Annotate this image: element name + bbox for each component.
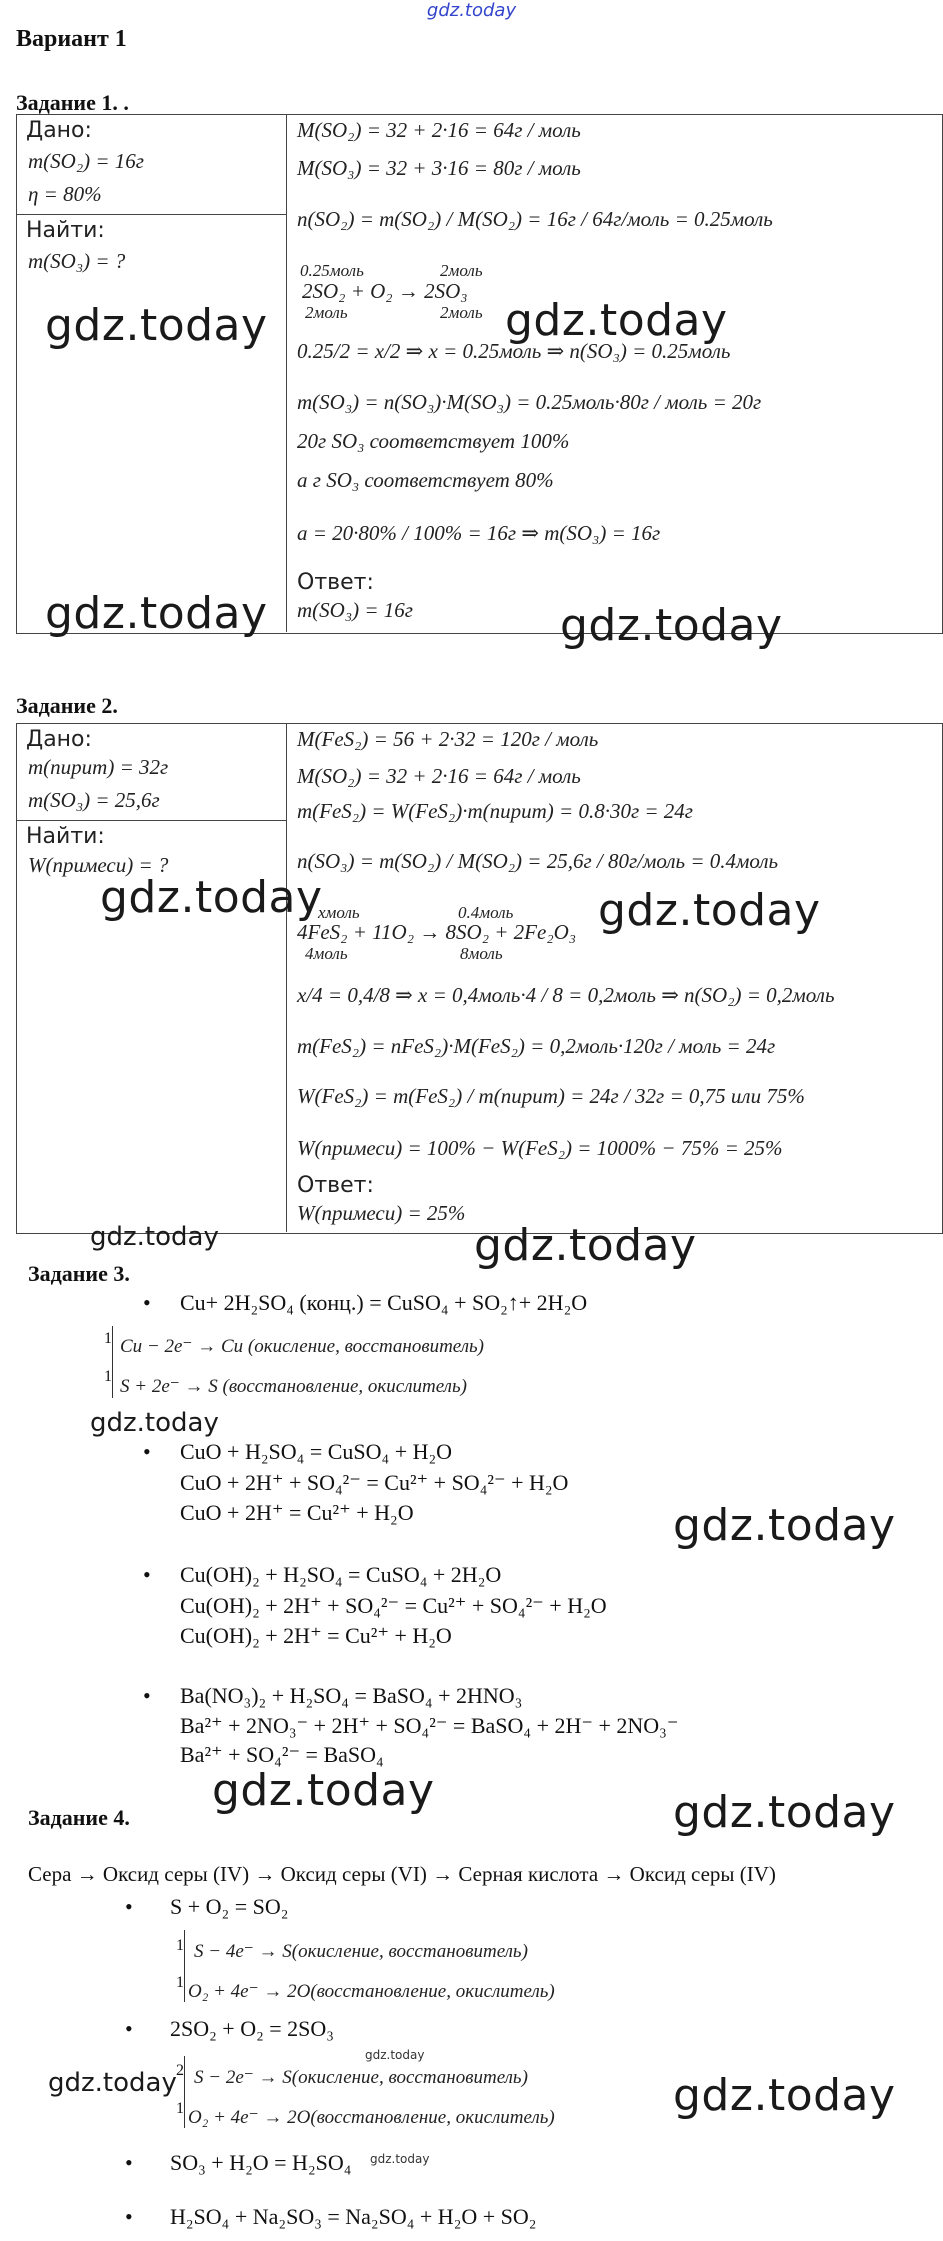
electron-count: 1 — [176, 2100, 184, 2117]
task3-eq-3b: Cu(OH)₂ + 2H⁺ + SO₄²⁻ = Cu²⁺ + SO₄²⁻ + H₂O — [180, 1593, 607, 1618]
task1-note-top-right: 2моль — [440, 261, 483, 280]
electron-count: 1 — [104, 1330, 112, 1347]
variant-title: Вариант 1 — [16, 26, 127, 52]
task2-find-label: Найти: — [26, 824, 105, 849]
watermark: gdz.today — [673, 1787, 896, 1838]
task2-line-8: W(FeS₂) = m(FeS₂) / m(пирит) = 24г / 32г = 0,75 или 75% — [297, 1084, 805, 1108]
task3-eq-2b: CuO + 2H⁺ + SO₄²⁻ = Cu²⁺ + SO₄²⁻ + H₂O — [180, 1470, 569, 1495]
task2-line-1: M(FeS₂) = 56 + 2·32 = 120г / моль — [297, 727, 599, 751]
task2-given-divider — [16, 820, 286, 821]
task1-line-3: n(SO₂) = m(SO₂) / M(SO₂) = 16г / 64г/моль = 0.25моль — [297, 207, 773, 231]
task4-redox-1a: S − 4e⁻ → S(окисление, восстановитель) — [194, 1941, 528, 1962]
task4-eq-3: SO₃ + H₂O = H₂SO₄ — [170, 2150, 352, 2175]
watermark: gdz.today — [212, 1765, 435, 1816]
bullet-icon: • — [143, 1562, 151, 1587]
task2-note-top-left: xмоль — [318, 903, 360, 922]
task1-answer-label: Ответ: — [297, 570, 374, 595]
watermark: gdz.today — [45, 300, 268, 351]
task1-line-9: a = 20·80% / 100% = 16г ⇒ m(SO₃) = 16г — [297, 521, 661, 545]
task2-line-3: m(FeS₂) = W(FeS₂)·m(пирит) = 0.8·30г = 24г — [297, 799, 693, 823]
task4-eq-1: S + O₂ = SO₂ — [170, 1894, 289, 1919]
task3-redox-2: S + 2e⁻ → S (восстановление, окислитель) — [120, 1376, 467, 1397]
watermark: gdz.today — [100, 872, 323, 923]
watermark: gdz.today — [505, 295, 728, 346]
task2-note-bot-left: 4моль — [305, 944, 348, 963]
task1-note-top-left: 0.25моль — [300, 261, 364, 280]
bullet-icon: • — [143, 1290, 151, 1315]
site-logo[interactable]: gdz.today — [426, 0, 517, 21]
watermark: gdz.today — [90, 1222, 219, 1252]
watermark: gdz.today — [90, 1408, 219, 1438]
task2-line-5: 4FeS₂ + 11O₂ → 8SO₂ + 2Fe₂O₃ — [297, 920, 577, 944]
task4-redox-2a: S − 2e⁻ → S(окисление, восстановитель) — [194, 2067, 528, 2088]
task1-line-2: M(SO₃) = 32 + 3·16 = 80г / моль — [297, 156, 581, 180]
task1-heading: Задание 1. . — [16, 90, 129, 115]
task2-given-label: Дано: — [26, 727, 92, 752]
task3-eq-3a: Cu(OH)₂ + H₂SO₄ = CuSO₄ + 2H₂O — [180, 1562, 502, 1587]
bullet-icon: • — [125, 2150, 133, 2175]
task4-eq-4: H₂SO₄ + Na₂SO₃ = Na₂SO₄ + H₂O + SO₂ — [170, 2204, 537, 2229]
task2-line-7: m(FeS₂) = nFeS₂)·M(FeS₂) = 0,2моль·120г / моль = 24г — [297, 1034, 776, 1058]
task1-line-8: а г SO₃ соответствует 80% — [297, 468, 554, 492]
task1-find: m(SO₃) = ? — [28, 249, 126, 273]
task3-redox-1: Cu − 2e⁻ → Cu (окисление, восстановитель) — [120, 1336, 485, 1357]
task4-chain: Сера → Оксид серы (IV) → Оксид серы (VI) → Серная кислота → Оксид серы (IV) — [28, 1862, 776, 1886]
watermark: gdz.today — [474, 1220, 697, 1271]
task2-answer: W(примеси) = 25% — [297, 1201, 466, 1225]
redox-bracket — [184, 1930, 185, 2002]
task2-note-top-right: 0.4моль — [458, 903, 514, 922]
task3-eq-4c: Ba²⁺ + SO₄²⁻ = BaSO₄ — [180, 1742, 384, 1767]
task4-heading: Задание 4. — [28, 1805, 130, 1830]
task2-line-6: x/4 = 0,4/8 ⇒ x = 0,4моль·4 / 8 = 0,2моль ⇒ n(SO₂) = 0,2моль — [297, 983, 835, 1007]
task2-heading: Задание 2. — [16, 693, 118, 718]
task3-eq-1: Cu+ 2H₂SO₄ (конц.) = CuSO₄ + SO₂↑+ 2H₂O — [180, 1290, 588, 1315]
task2-note-bot-right: 8моль — [460, 944, 503, 963]
watermark: gdz.today — [45, 588, 268, 639]
task1-line-7: 20г SO₃ соответствует 100% — [297, 429, 570, 453]
task1-given-divider — [16, 214, 286, 215]
electron-count: 1 — [176, 1937, 184, 1954]
task4-redox-1b: O₂ + 4e⁻ → 2O(восстановление, окислитель) — [188, 1981, 555, 2002]
watermark: gdz.today — [673, 1500, 896, 1551]
task3-heading: Задание 3. — [28, 1261, 130, 1286]
task1-line-6: m(SO₃) = n(SO₃)·M(SO₃) = 0.25моль·80г / моль = 20г — [297, 390, 762, 414]
redox-bracket — [184, 2056, 185, 2128]
task1-line-1: M(SO₂) = 32 + 2·16 = 64г / моль — [297, 118, 581, 142]
watermark: gdz.today — [673, 2070, 896, 2121]
task2-find: W(примеси) = ? — [28, 853, 169, 877]
task3-eq-4a: Ba(NO₃)₂ + H₂SO₄ = BaSO₄ + 2HNO₃ — [180, 1683, 523, 1708]
electron-count: 2 — [176, 2062, 184, 2079]
task4-redox-2b: O₂ + 4e⁻ → 2O(восстановление, окислитель) — [188, 2107, 555, 2128]
task2-given-2: m(SO₃) = 25,6г — [28, 788, 160, 812]
task1-divider — [286, 114, 287, 632]
task1-line-5: 0.25/2 = x/2 ⇒ x = 0.25моль ⇒ n(SO₃) = 0.25моль — [297, 339, 731, 363]
task4-eq-2: 2SO₂ + O₂ = 2SO₃ — [170, 2016, 334, 2041]
watermark: gdz.today — [365, 2048, 425, 2062]
redox-bracket — [112, 1326, 113, 1398]
task1-given-label: Дано: — [26, 118, 92, 143]
task1-given-2: η = 80% — [28, 182, 102, 206]
task3-eq-3c: Cu(OH)₂ + 2H⁺ = Cu²⁺ + H₂O — [180, 1623, 452, 1648]
bullet-icon: • — [143, 1439, 151, 1464]
task1-line-4: 2SO₂ + O₂ → 2SO₃ — [302, 279, 468, 303]
task1-table — [16, 114, 943, 634]
task3-eq-2c: CuO + 2H⁺ = Cu²⁺ + H₂O — [180, 1500, 414, 1525]
task2-divider — [286, 723, 287, 1232]
task2-given-1: m(пирит) = 32г — [28, 755, 169, 779]
task2-line-4: n(SO₃) = m(SO₂) / M(SO₂) = 25,6г / 80г/моль = 0.4моль — [297, 849, 779, 873]
watermark: gdz.today — [48, 2068, 177, 2098]
task2-line-9: W(примеси) = 100% − W(FeS₂) = 1000% − 75% = 25% — [297, 1136, 783, 1160]
task3-eq-4b: Ba²⁺ + 2NO₃⁻ + 2H⁺ + SO₄²⁻ = BaSO₄ + 2H⁻ + 2NO₃⁻ — [180, 1713, 679, 1738]
watermark: gdz.today — [370, 2152, 430, 2166]
task1-note-bot-right: 2моль — [440, 303, 483, 322]
bullet-icon: • — [143, 1683, 151, 1708]
bullet-icon: • — [125, 1894, 133, 1919]
task2-answer-label: Ответ: — [297, 1173, 374, 1198]
task3-eq-2a: CuO + H₂SO₄ = CuSO₄ + H₂O — [180, 1439, 453, 1464]
electron-count: 1 — [104, 1368, 112, 1385]
bullet-icon: • — [125, 2204, 133, 2229]
bullet-icon: • — [125, 2016, 133, 2041]
task1-answer: m(SO₃) = 16г — [297, 598, 413, 622]
task1-note-bot-left: 2моль — [305, 303, 348, 322]
task2-line-2: M(SO₂) = 32 + 2·16 = 64г / моль — [297, 764, 581, 788]
electron-count: 1 — [176, 1974, 184, 1991]
task1-given-1: m(SO₂) = 16г — [28, 149, 144, 173]
task1-find-label: Найти: — [26, 218, 105, 243]
watermark: gdz.today — [560, 600, 783, 651]
watermark: gdz.today — [598, 885, 821, 936]
